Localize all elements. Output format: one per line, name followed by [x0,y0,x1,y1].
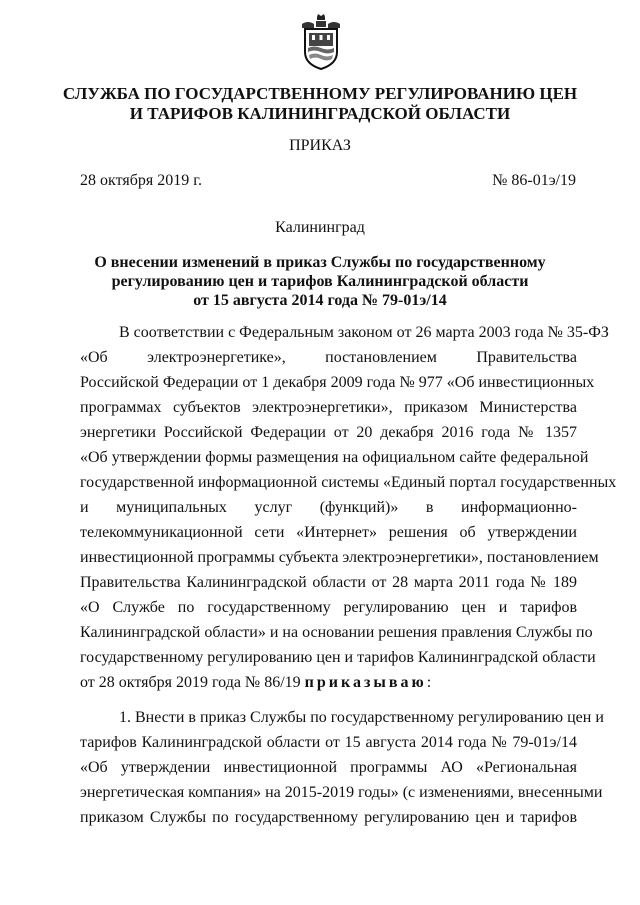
agency-name-line-1: СЛУЖБА ПО ГОСУДАРСТВЕННОМУ РЕГУЛИРОВАНИЮ ЦЕН [62,84,578,103]
body-line: государственному регулированию цен и тарифов Калининградской области [80,649,596,666]
body-line: государственной информационной системы «Единый портал государственных [80,474,617,491]
body-line: Калининградской области» и на основании решения правления Службы по [80,624,593,641]
item-1-line: тарифов Калининградской области от 15 августа 2014 года № 79-01э/14 [80,734,577,751]
body-line: «О Службе по государственному регулированию цен и тарифов [80,599,577,616]
body-line: и муниципальных услуг (функций)» в информационно- [80,499,577,516]
coat-of-arms-icon [298,14,344,70]
body-line: Правительства Калининградской области от 28 марта 2011 года № 189 [80,574,577,591]
agency-name-line-2: И ТАРИФОВ КАЛИНИНГРАДСКОЙ ОБЛАСТИ [129,104,511,123]
document-number: № 86-01э/19 [492,172,576,189]
order-line [80,673,577,693]
document-date: 28 октября 2019 г. [80,172,202,189]
order-prefix: от 28 октября 2019 года № 86/19 [80,674,305,691]
body-line: программах субъектов электроэнергетики», приказом Министерства [80,399,577,416]
document-title-line-3: от 15 августа 2014 года № 79-01э/14 [193,292,447,309]
body-line: «Об электроэнергетике», постановлением Правительства [80,349,577,366]
item-1-line: «Об утверждении инвестиционной программы АО «Региональная [80,759,577,776]
body-line: «Об утверждении формы размещения на официальном сайте федеральной [80,449,589,466]
body-line: Российской Федерации от 1 декабря 2009 года № 977 «Об инвестиционных [80,374,595,391]
item-1-line: энергетическая компания» на 2015-2019 годы» (с изменениями, внесенными [80,784,603,801]
document-title-line-2: регулированию цен и тарифов Калининградской области [111,273,529,290]
body-line: В соответствии с Федеральным законом от 26 марта 2003 года № 35-ФЗ [119,324,609,341]
item-1-line: приказом Службы по государственному регулированию цен и тарифов [80,809,577,826]
body-line: инвестиционной программы субъекта электроэнергетики», постановлением [80,549,599,566]
order-suffix: : [426,674,432,691]
body-line: телекоммуникационной сети «Интернет» решения об утверждении [80,524,577,541]
document-city: Калининград [275,219,365,236]
body-line: энергетики Российской Федерации от 20 декабря 2016 года № 1357 [80,424,577,441]
document-type: ПРИКАЗ [289,137,351,154]
item-1-line: 1. Внести в приказ Службы по государственному регулированию цен и [119,709,604,726]
order-word: приказываю [304,674,427,691]
document-title-line-1: О внесении изменений в приказ Службы по государственному [94,254,546,271]
